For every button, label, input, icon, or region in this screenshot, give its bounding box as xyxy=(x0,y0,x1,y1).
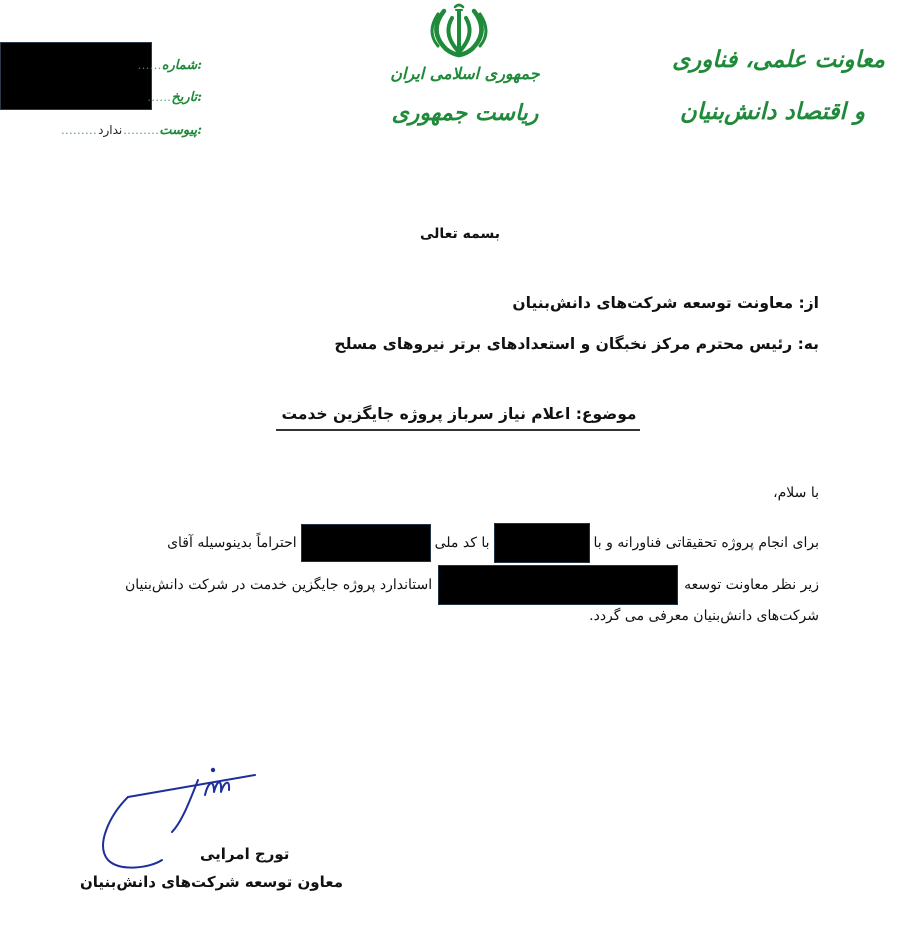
meta-attachment xyxy=(61,122,202,139)
redacted-person-name xyxy=(301,524,431,562)
bismillah: بسمه تعالی xyxy=(419,226,501,242)
body-line-1-part-c: برای انجام پروژه تحقیقاتی فناورانه و با xyxy=(593,535,819,551)
subject-underline xyxy=(276,429,640,431)
meta-attachment-label: پیوست: xyxy=(159,123,202,138)
meta-attachment-dots-left: ......... xyxy=(61,124,98,137)
header-org-country: جمهوری اسلامی ایران xyxy=(390,64,540,83)
body-line-3-text: شرکت‌های دانش‌بنیان معرفی می گردد. xyxy=(589,608,819,624)
header-vice-presidency-line2: و اقتصاد دانش‌بنیان xyxy=(679,98,865,125)
body-line-3 xyxy=(589,608,819,624)
letter-salutation: با سلام، xyxy=(773,485,819,501)
signer-name: تورج امرایی xyxy=(200,845,290,863)
body-line-2-part-a: استاندارد پروژه جایگزین خدمت در شرکت دانش‌بنیان xyxy=(124,577,433,593)
redacted-company-name xyxy=(438,565,678,605)
meta-number xyxy=(138,58,202,74)
header-vice-presidency-line1: معاونت علمی، فناوری xyxy=(672,46,885,73)
letter-to: به: رئیس محترم مرکز نخبگان و استعدادهای برتر نیروهای مسلح xyxy=(334,335,819,353)
redacted-national-id xyxy=(494,523,590,563)
body-line-2-part-b: زیر نظر معاونت توسعه xyxy=(684,577,819,593)
meta-date-dots: ...... xyxy=(147,91,172,104)
meta-date xyxy=(147,90,202,106)
meta-number-label: شماره: xyxy=(161,58,202,73)
signer-title: معاون توسعه شرکت‌های دانش‌بنیان xyxy=(80,873,343,891)
letter-subject: موضوع: اعلام نیاز سرباز پروژه جایگزین خدمت xyxy=(281,405,637,423)
meta-attachment-dots-right: ......... xyxy=(123,124,160,137)
body-line-1-part-a: احتراماً بدینوسیله آقای xyxy=(167,535,297,551)
iran-emblem-icon xyxy=(425,2,493,60)
redacted-number-date xyxy=(0,42,152,110)
body-line-2 xyxy=(125,565,819,605)
header-org-presidency: ریاست جمهوری xyxy=(391,100,539,126)
body-line-1-part-b: با کد ملی xyxy=(434,535,490,551)
meta-number-dots: ...... xyxy=(137,59,162,72)
body-line-1 xyxy=(167,523,819,563)
letter-from: از: معاونت توسعه شرکت‌های دانش‌بنیان xyxy=(512,294,819,312)
meta-date-label: تاریخ: xyxy=(171,90,202,105)
meta-attachment-value: ندارد xyxy=(98,123,123,137)
